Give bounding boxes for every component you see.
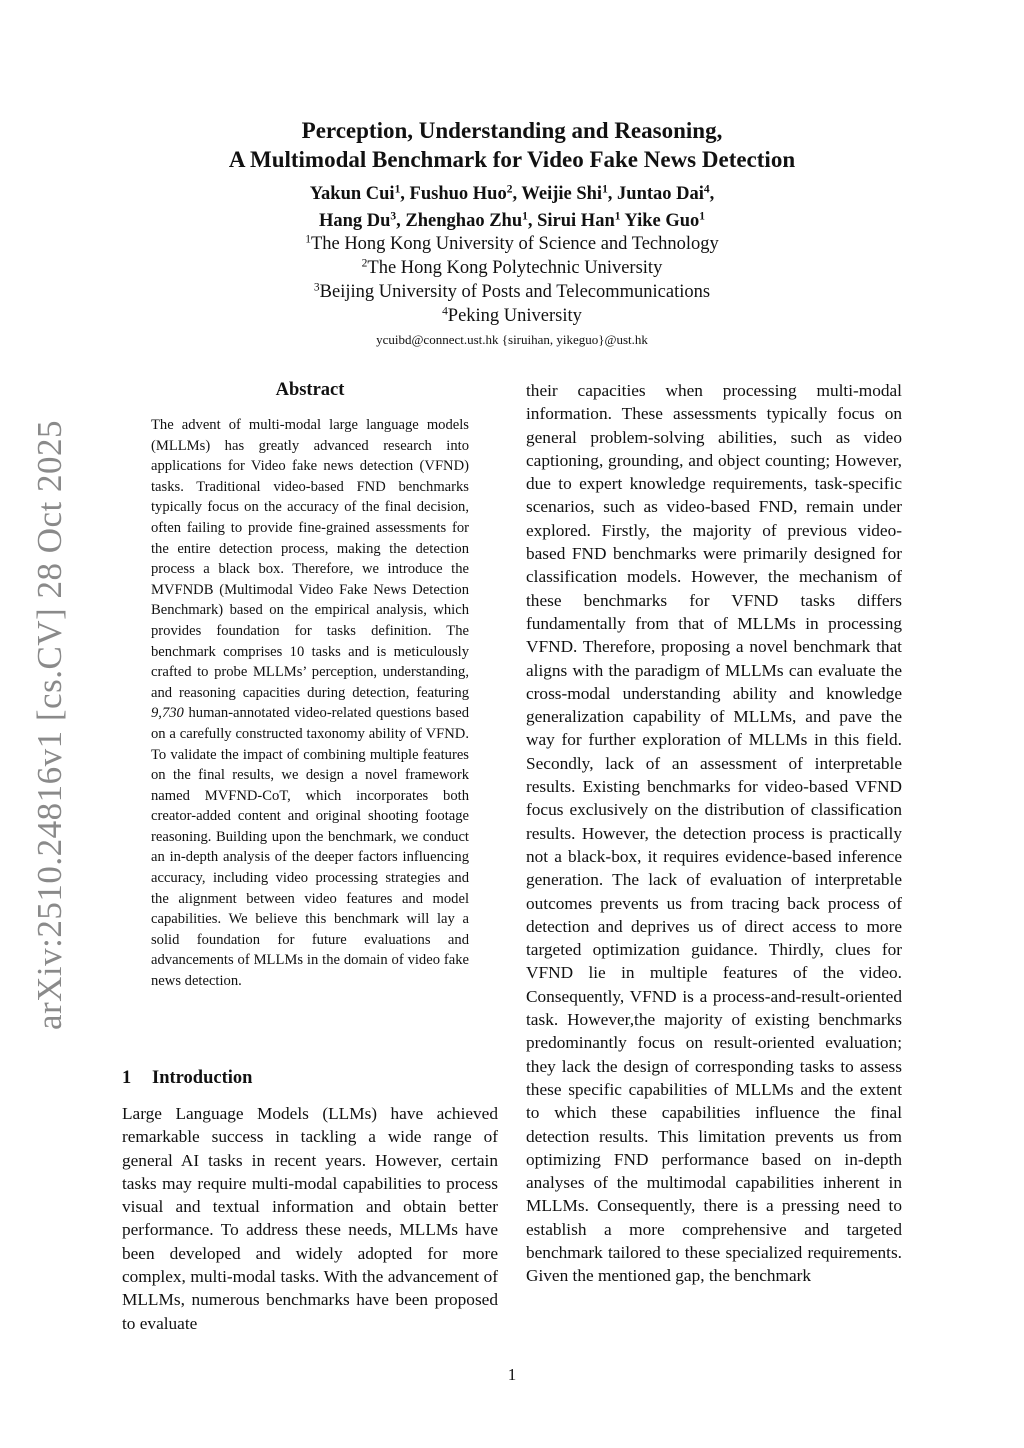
author-separator: , (709, 184, 715, 204)
page-number: 1 (507, 1365, 517, 1384)
author-separator: , (396, 211, 406, 231)
author-affiliation-mark: 1 (394, 183, 401, 196)
author-affiliation-mark: 2 (506, 183, 513, 196)
affiliation (130, 304, 894, 328)
abstract-heading: Abstract (275, 380, 345, 400)
author-separator: , (607, 184, 618, 204)
affiliation-number: 3 (313, 281, 320, 294)
author: Zhenghao Zhu (405, 211, 523, 231)
affiliation-number: 2 (361, 257, 368, 270)
author: Fushuo Huo (409, 184, 507, 204)
affiliation-name: Beijing University of Posts and Telecommunications (319, 282, 711, 302)
author: Weijie Shi (521, 184, 603, 204)
affiliation-name: Peking University (447, 306, 582, 326)
author-separator: , (527, 211, 538, 231)
abstract-text (151, 415, 469, 992)
section-number: 1 (122, 1068, 132, 1088)
author-list (130, 181, 894, 235)
title-line-1: Perception, Understanding and Reasoning, (301, 118, 723, 143)
author-separator: , (512, 184, 522, 204)
author-line-1 (130, 181, 894, 208)
section-heading-introduction (122, 1066, 498, 1090)
title-line-2: A Multimodal Benchmark for Video Fake News Detection (228, 147, 796, 172)
author-affiliation-mark: 1 (614, 210, 621, 223)
affiliation-number: 4 (442, 305, 448, 318)
author-separator: , (400, 184, 410, 204)
author: Yike Guo (624, 211, 700, 231)
author: Juntao Dai (617, 184, 704, 204)
affiliation (130, 256, 894, 280)
abstract-text-part-2: human-annotated video-related questions based on a carefully constructed taxonomy ability of VFND. To validate the impact of combining multiple features on the final results, we design a novel framework named MVFND-CoT, which incorporates both creator-added content and original shooting footage reasoning. Building upon the benchmark, we conduct an in-depth analysis of the deeper factors influencing accuracy, including video processing strategies and the alignment between video features and model capabilities. We believe this benchmark will lay a solid foundation for future evaluations and advancements of MLLMs in the domain of video fake news detection. (151, 705, 469, 990)
arxiv-identifier-stamp: arXiv:2510.24816v1 [cs.CV] 28 Oct 2025 (30, 419, 69, 1031)
author: Hang Du (318, 211, 391, 231)
affiliation-name: The Hong Kong Polytechnic University (367, 258, 663, 278)
abstract-emphasis: 9,730 (151, 705, 184, 722)
affiliation (130, 232, 894, 256)
affiliation-number: 1 (305, 233, 311, 246)
author-affiliation-mark: 1 (522, 210, 528, 223)
intro-paragraph-right-column: their capacities when processing multi-modal information. These assessments typically focus on general problem-solving abilities, such as video captioning, grounding, and object counting; However, due to expert knowledge requirements, task-specific scenarios, such as video-based FND, remain under explored. Firstly, the majority of previous video-based FND benchmarks were primarily designed for classification models. However, the mechanism of these benchmarks for VFND tasks differs fundamentally from that of MLLMs in processing VFND. Therefore, proposing a novel benchmark that aligns with the paradigm of MLLMs can evaluate the cross-modal understanding ability and knowledge generalization capability of MLLMs, and pave the way for further exploration of MLLMs in this field. Secondly, lack of an assessment of interpretable results. Existing benchmarks for video-based VFND focus exclusively on the distribution of classification results. However, the detection process is practically not a black-box, it requires evidence-based inference generation. The lack of evaluation of interpretable outcomes prevents us from tracing back process of detection and deprives us of direct access to more targeted optimization guidance. Thirdly, clues for VFND lie in multiple features of the video. Consequently, VFND is a process-and-result-oriented task. However,the majority of existing benchmarks predominantly focus on result-oriented evaluation; they lack the design of corresponding tasks to assess these specific capabilities of MLLMs and the extent to which these capabilities influence the final detection results. This limitation prevents us from optimizing FND performance based on in-depth analyses of the multimodal capabilities inherent in MLLMs. Consequently, there is a pressing need to establish a more comprehensive and targeted benchmark tailored to these specialized requirements. Given the mentioned gap, the benchmark (526, 381, 902, 1286)
affiliation (130, 280, 894, 304)
author-emails: ycuibd@connect.ust.hk {siruihan, yikeguo}@ust.hk (376, 332, 648, 347)
intro-paragraph-left-column: Large Language Models (LLMs) have achieved remarkable success in tackling a wide range of general AI tasks in recent years. However, certain tasks may require multi-modal capabilities to process visual and textual information and obtain better performance. To address these needs, MLLMs have been developed and widely adopted for more complex, multi-modal tasks. With the advancement of MLLMs, numerous benchmarks have been proposed to evaluate (122, 1104, 498, 1333)
affiliation-list (130, 232, 894, 328)
author: Sirui Han (537, 211, 615, 231)
author-affiliation-mark: 1 (699, 210, 706, 223)
author-affiliation-mark: 4 (703, 183, 710, 196)
paper-title (130, 116, 894, 174)
section-title: Introduction (152, 1068, 253, 1088)
author-affiliation-mark: 3 (390, 210, 397, 223)
author-affiliation-mark: 1 (602, 183, 608, 196)
author-line-2 (130, 208, 894, 235)
abstract-text-part-1: The advent of multi-modal large language models (MLLMs) has greatly advanced research into applications for Video fake news detection (VFND) tasks. Traditional video-based FND benchmarks typically focus on the accuracy of the final decision, often failing to provide fine-grained assessments for the entire detection process, making the detection process a black box. Therefore, we introduce the MVFNDB (Multimodal Video Fake News Detection Benchmark) based on the empirical analysis, which provides foundation for tasks definition. The benchmark comprises 10 tasks and is meticulously crafted to probe MLLMs’ perception, understanding, and reasoning capacities during detection, featuring (151, 417, 469, 701)
author: Yakun Cui (309, 184, 395, 204)
affiliation-name: The Hong Kong University of Science and Technology (310, 234, 719, 254)
